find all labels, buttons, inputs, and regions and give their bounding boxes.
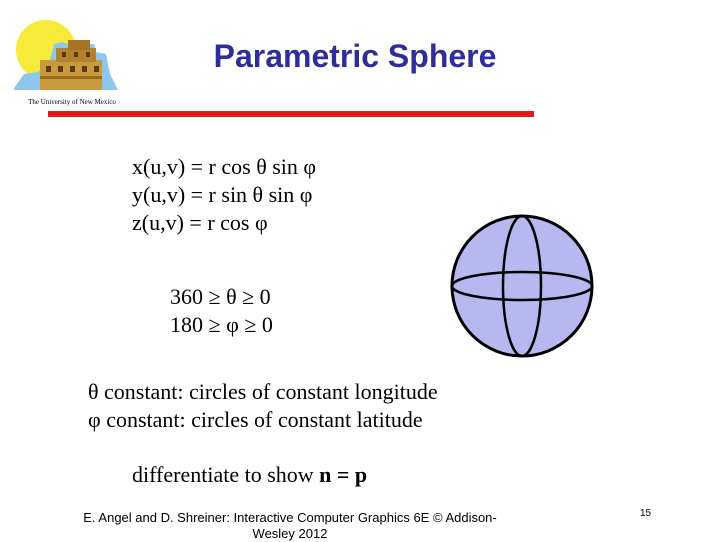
footer-line-2: Wesley 2012 xyxy=(252,526,328,541)
range-block xyxy=(170,283,273,339)
notes-block xyxy=(88,378,438,434)
sphere-diagram xyxy=(447,214,597,364)
page-number: 15 xyxy=(640,508,652,519)
phi-range: 180 ≥ φ ≥ 0 xyxy=(170,312,273,337)
equation-x: x(u,v) = r cos θ sin φ xyxy=(132,154,317,179)
footer-citation xyxy=(50,510,530,542)
sphere-outline xyxy=(452,216,592,356)
theta-note: θ constant: circles of constant longitude xyxy=(88,379,438,404)
normal-equation: n = p xyxy=(319,462,368,487)
university-logo xyxy=(10,14,120,106)
footer-line-1: E. Angel and D. Shreiner: Interactive Computer Graphics 6E © Addison- xyxy=(83,510,497,525)
differentiate-text: differentiate to show xyxy=(132,462,320,487)
title-underline xyxy=(48,111,534,117)
theta-range: 360 ≥ θ ≥ 0 xyxy=(170,284,271,309)
phi-note: φ constant: circles of constant latitude xyxy=(88,407,423,432)
differentiate-line xyxy=(132,462,367,488)
equation-y: y(u,v) = r sin θ sin φ xyxy=(132,182,313,207)
equation-block xyxy=(132,153,316,237)
logo-caption: The University of New Mexico xyxy=(28,98,116,106)
slide-title: Parametric Sphere xyxy=(213,38,497,74)
equation-z: z(u,v) = r cos φ xyxy=(132,210,268,235)
university-building-icon xyxy=(10,14,120,98)
